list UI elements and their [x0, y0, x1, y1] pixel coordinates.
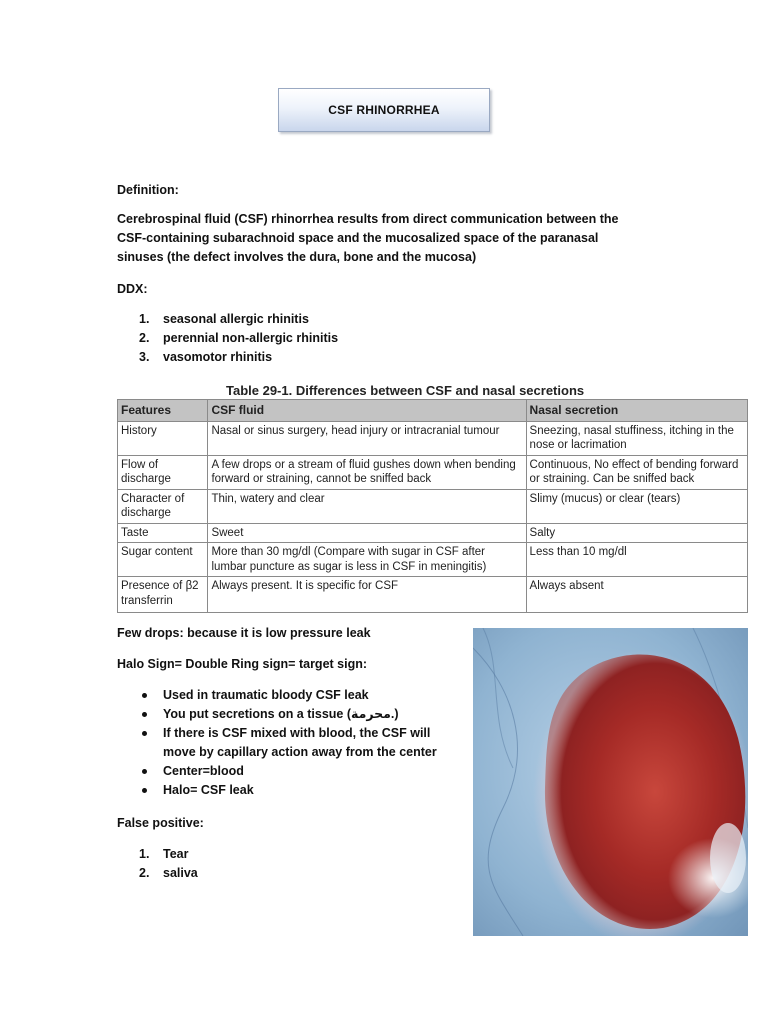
table-row: [118, 489, 748, 523]
bullet-icon: [142, 712, 147, 717]
list-item: Used in traumatic bloody CSF leak: [117, 686, 462, 705]
table-cell: Salty: [526, 523, 747, 543]
list-item: You put secretions on a tissue (محرمة.): [117, 705, 462, 724]
false-positive-heading: False positive:: [117, 816, 204, 830]
table-cell: Character of discharge: [118, 489, 208, 523]
table-row: [118, 577, 748, 613]
bullet-icon: [142, 731, 147, 736]
table-header-row: [118, 400, 748, 422]
bullet-icon: [142, 788, 147, 793]
table-row: [118, 523, 748, 543]
list-item: Halo= CSF leak: [117, 781, 462, 800]
table-cell: Always absent: [526, 577, 747, 613]
table-cell: Thin, watery and clear: [208, 489, 526, 523]
table-cell: Nasal or sinus surgery, head injury or intracranial tumour: [208, 421, 526, 455]
definition-heading: Definition:: [117, 183, 179, 197]
list-item: 3. vasomotor rhinitis: [139, 350, 273, 364]
bullet-icon: [142, 769, 147, 774]
title-text: CSF RHINORRHEA: [328, 103, 440, 117]
halo-sign-image: [473, 628, 748, 936]
table-cell: A few drops or a stream of fluid gushes down when bending forward or straining, cannot be sniffed back: [208, 455, 526, 489]
few-drops-text: Few drops: because it is low pressure leak: [117, 626, 371, 640]
table-header-cell: Nasal secretion: [526, 400, 747, 422]
table-cell: History: [118, 421, 208, 455]
table-cell: Continuous, No effect of bending forward or straining. Can be sniffed back: [526, 455, 747, 489]
list-item: 2. saliva: [139, 866, 198, 880]
halo-heading: Halo Sign= Double Ring sign= target sign:: [117, 657, 368, 671]
ddx-heading: DDX:: [117, 282, 148, 296]
ddx-list: [117, 310, 338, 367]
table-header-cell: CSF fluid: [208, 400, 526, 422]
table-cell: Sneezing, nasal stuffiness, itching in the nose or lacrimation: [526, 421, 747, 455]
definition-text: Cerebrospinal fluid (CSF) rhinorrhea results from direct communication between the CSF-containing subarachnoid space and the mucosalized space of the paranasal sinuses (the defect involves the dura, bone and the mucosa): [117, 212, 619, 264]
table-row: [118, 455, 748, 489]
list-item: Center=blood: [117, 762, 462, 781]
list-item: 1. seasonal allergic rhinitis: [139, 312, 309, 326]
list-item: If there is CSF mixed with blood, the CSF will move by capillary action away from the center: [117, 724, 462, 762]
list-item: 2. perennial non-allergic rhinitis: [139, 331, 339, 345]
table-caption: Table 29-1. Differences between CSF and nasal secretions: [226, 383, 585, 398]
table-cell: Always present. It is specific for CSF: [208, 577, 526, 613]
bullet-icon: [142, 693, 147, 698]
table-cell: Slimy (mucus) or clear (tears): [526, 489, 747, 523]
table-cell: Presence of β2 transferrin: [118, 577, 208, 613]
table-cell: Sugar content: [118, 543, 208, 577]
table-cell: More than 30 mg/dl (Compare with sugar in CSF after lumbar puncture as sugar is less in CSF in meningitis): [208, 543, 526, 577]
document-title: [278, 88, 490, 132]
table-cell: Flow of discharge: [118, 455, 208, 489]
list-item: 1. Tear: [139, 847, 189, 861]
comparison-table: [117, 399, 748, 613]
table-cell: Less than 10 mg/dl: [526, 543, 747, 577]
false-positive-list: [117, 845, 198, 883]
table-cell: Taste: [118, 523, 208, 543]
table-cell: Sweet: [208, 523, 526, 543]
table-row: [118, 421, 748, 455]
table-header-cell: Features: [118, 400, 208, 422]
halo-list: [117, 686, 462, 800]
halo-sign-photo: [473, 628, 748, 936]
table-row: [118, 543, 748, 577]
